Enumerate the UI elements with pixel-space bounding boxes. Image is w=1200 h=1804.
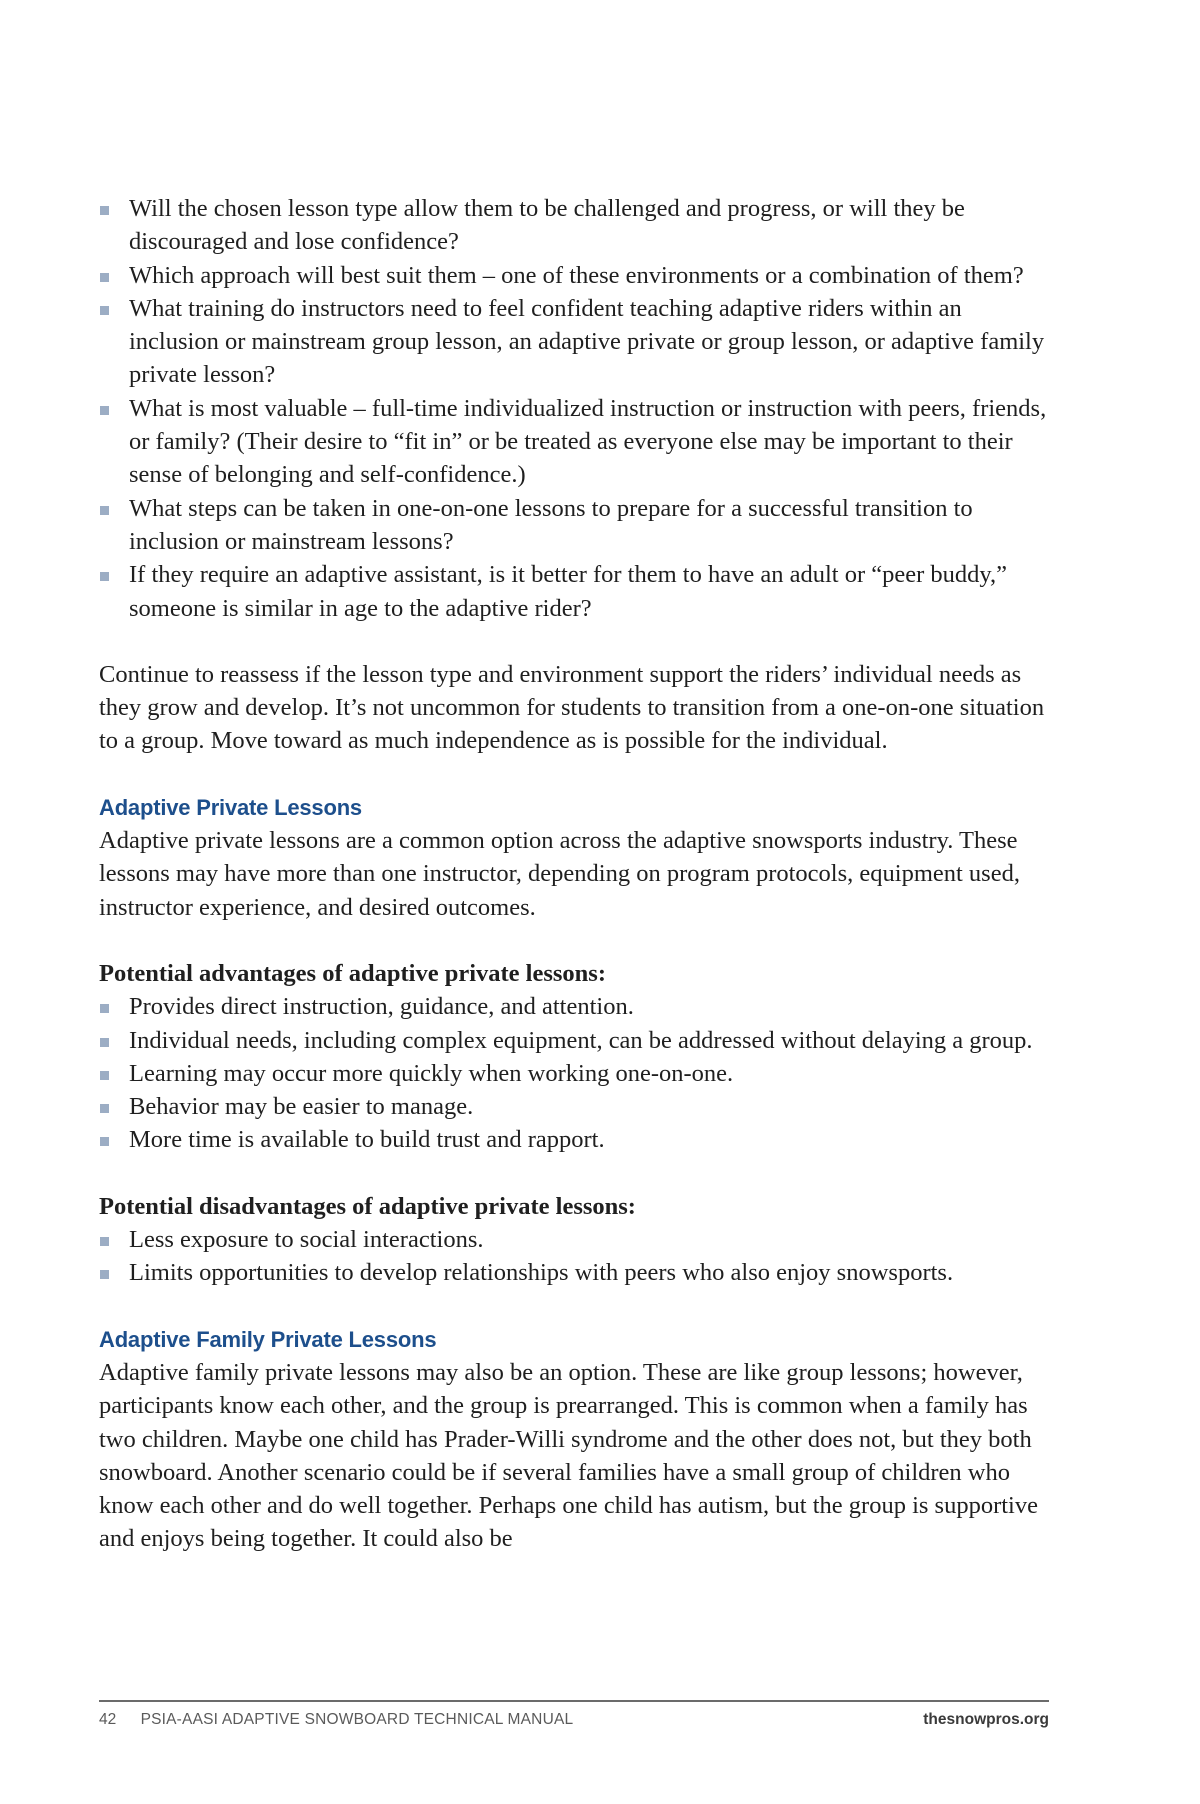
advantages-list: [99, 990, 1049, 1156]
footer-left: [99, 1711, 573, 1729]
list-item: If they require an adaptive assistant, is it better for them to have an adult or “peer buddy,” someone is similar in age to the adaptive rider?: [99, 558, 1049, 625]
family-lessons-intro: Adaptive family private lessons may also be an option. These are like group lessons; however, participants know each other, and the group is prearranged. This is common when a family has two children. Maybe one child has Prader-Willi syndrome and the other does not, but they both snowboard. Another scenario could be if several families have a small group of children who know each other and do well together. Perhaps one child has autism, but the group is supportive and enjoys being together. It could also be: [99, 1358, 1038, 1553]
page-number: 42: [99, 1711, 117, 1728]
manual-title: PSIA-AASI ADAPTIVE SNOWBOARD TECHNICAL MANUAL: [140, 1711, 574, 1728]
list-item: Individual needs, including complex equipment, can be addressed without delaying a group.: [99, 1024, 1049, 1057]
list-item: More time is available to build trust and rapport.: [99, 1123, 1049, 1156]
disadvantages-list: [99, 1223, 1049, 1290]
list-item: What steps can be taken in one-on-one lessons to prepare for a successful transition to inclusion or mainstream lessons?: [99, 492, 1049, 559]
website-link[interactable]: thesnowpros.org: [923, 1711, 1049, 1728]
page-footer: [99, 1700, 1049, 1729]
list-item: What training do instructors need to feel confident teaching adaptive riders within an inclusion or mainstream group lesson, an adaptive private or group lesson, or adaptive family private lesson?: [99, 292, 1049, 392]
list-item: Limits opportunities to develop relationships with peers who also enjoy snowsports.: [99, 1256, 1049, 1289]
private-lessons-heading: Adaptive Private Lessons: [99, 794, 362, 820]
list-item: What is most valuable – full-time individualized instruction or instruction with peers, friends, or family? (Their desire to “fit in” or be treated as everyone else may be important to their sense of belonging and self-confidence.): [99, 392, 1049, 492]
list-item: Provides direct instruction, guidance, and attention.: [99, 990, 1049, 1023]
page-content: [99, 192, 1049, 1556]
advantages-heading: Potential advantages of adaptive private lessons:: [99, 959, 606, 987]
list-item: Will the chosen lesson type allow them to be challenged and progress, or will they be discouraged and lose confidence?: [99, 192, 1049, 259]
list-item: Behavior may be easier to manage.: [99, 1090, 1049, 1123]
list-item: Less exposure to social interactions.: [99, 1223, 1049, 1256]
family-lessons-heading: Adaptive Family Private Lessons: [99, 1326, 437, 1352]
list-item: Learning may occur more quickly when working one-on-one.: [99, 1057, 1049, 1090]
list-item: Which approach will best suit them – one of these environments or a combination of them?: [99, 259, 1049, 292]
consideration-questions-list: [99, 192, 1049, 625]
reassess-paragraph: Continue to reassess if the lesson type and environment support the riders’ individual needs as they grow and develop. It’s not uncommon for students to transition from a one-on-one situation to a group. Move toward as much independence as is possible for the individual.: [99, 660, 1045, 755]
private-lessons-intro: Adaptive private lessons are a common option across the adaptive snowsports industry. These lessons may have more than one instructor, depending on program protocols, equipment used, instructor experience, and desired outcomes.: [99, 827, 1020, 921]
disadvantages-heading: Potential disadvantages of adaptive private lessons:: [99, 1192, 636, 1220]
